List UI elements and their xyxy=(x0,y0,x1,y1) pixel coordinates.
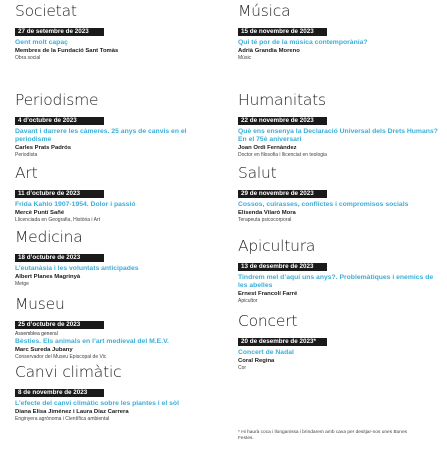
date-badge: 18 d’octubre de 2023 xyxy=(15,254,104,262)
speaker-role: Conservador del Museu Episcopal de Vic xyxy=(15,354,107,360)
category-heading: Salut xyxy=(238,164,277,182)
date-badge: 15 de novembre de 2023 xyxy=(238,28,327,36)
date-badge: 25 d’octubre de 2023 xyxy=(15,321,104,329)
category-heading: Societat xyxy=(15,2,77,20)
speaker-name: Carles Prats Padrós xyxy=(15,145,71,151)
talk-title: Què ens ensenya la Declaració Universal dels Drets Humans? En el 75è aniversari xyxy=(238,128,438,143)
speaker-name: Membres de la Fundació Sant Tomàs xyxy=(15,48,119,54)
talk-title: Davant i darrere les càmeres. 25 anys de canvis en el periodisme xyxy=(15,128,187,143)
speaker-name: Mercè Puntí Sañé xyxy=(15,210,65,216)
speaker-role: Metge xyxy=(15,281,29,287)
event-block xyxy=(238,313,438,371)
speaker-role: Llicenciada en Geografia, Història i Art xyxy=(15,217,101,223)
talk-title: Frida Kahlo 1907-1954. Dolor i passió xyxy=(15,201,136,208)
speaker-name: Diana Elisa Jiménez i Laura Díaz Carrera xyxy=(15,409,129,415)
talk-title: Bèsties. Els animals en l’art medieval del M.E.V. xyxy=(15,338,169,345)
speaker-role: Doctor en filosofia i llicenciat en teologia xyxy=(238,152,327,158)
speaker-role: Cor xyxy=(238,365,247,371)
event-block xyxy=(15,296,215,360)
category-heading: Art xyxy=(15,164,38,182)
category-heading: Música xyxy=(238,2,291,20)
category-heading: Concert xyxy=(238,312,298,330)
talk-title: L’efecte del canvi climàtic sobre les plantes i el sòl xyxy=(15,400,179,407)
speaker-role: Apicultor xyxy=(238,298,258,304)
talk-title: Concert de Nadal xyxy=(238,349,294,356)
date-badge: 29 de novembre de 2023 xyxy=(238,190,327,198)
speaker-name: Joan Ordi Fernàndez xyxy=(238,145,297,151)
speaker-name: Ernest Francolí Farré xyxy=(238,291,298,297)
date-badge: 8 de novembre de 2023 xyxy=(15,389,104,397)
event-block xyxy=(15,229,215,287)
talk-title: Cossos, cuirasses, conflictes i compromisos socials xyxy=(238,201,409,208)
speaker-name: Coral Regina xyxy=(238,358,275,364)
category-heading: Canvi climàtic xyxy=(15,363,122,381)
talk-title: Qui té por de la música contemporània? xyxy=(238,39,368,46)
event-block xyxy=(238,238,438,304)
event-block xyxy=(15,364,215,422)
event-block xyxy=(15,3,215,61)
event-block xyxy=(15,165,215,223)
date-badge: 27 de setembre de 2023 xyxy=(15,28,104,36)
date-badge: 22 de novembre de 2023 xyxy=(238,117,327,125)
speaker-name: Albert Planes Magrinyà xyxy=(15,274,81,280)
category-heading: Apicultura xyxy=(238,237,316,255)
event-block xyxy=(15,92,215,158)
talk-title: Gent molt capaç xyxy=(15,39,68,46)
date-badge: 11 d’octubre de 2023 xyxy=(15,190,104,198)
speaker-role: Terapeuta psicocorporal xyxy=(238,217,292,223)
speaker-role: Músic xyxy=(238,55,252,61)
speaker-name: Adrià Grandia Moreno xyxy=(238,48,300,54)
speaker-name: Elisenda Vilaró Mora xyxy=(238,210,296,216)
event-note: Assemblea general xyxy=(15,331,58,337)
event-block xyxy=(238,92,438,158)
speaker-role: Obra social xyxy=(15,55,41,61)
footnote: * Hi haurà coca i llonganissa i brindarem amb cava per desitjar-nos unes Bones Festes. xyxy=(238,430,408,441)
date-badge: 13 de desembre de 2023 xyxy=(238,263,327,271)
date-badge: 20 de desembre de 2023* xyxy=(238,338,327,346)
event-block xyxy=(238,165,438,223)
speaker-name: Marc Sureda Jubany xyxy=(15,347,73,353)
speaker-role: Enginyera agrònoma i Científica ambiental xyxy=(15,416,110,422)
date-badge: 4 d’octubre de 2023 xyxy=(15,117,104,125)
category-heading: Periodisme xyxy=(15,91,99,109)
event-block xyxy=(238,3,438,61)
talk-title: Tindrem mel d’aquí uns anys?. Problemàtiques i enemics de les abelles xyxy=(238,274,434,289)
category-heading: Humanitats xyxy=(238,91,326,109)
category-heading: Medicina xyxy=(15,228,83,246)
talk-title: L’eutanàsia i les voluntats anticipades xyxy=(15,265,139,272)
speaker-role: Periodista xyxy=(15,152,38,158)
category-heading: Museu xyxy=(15,295,65,313)
